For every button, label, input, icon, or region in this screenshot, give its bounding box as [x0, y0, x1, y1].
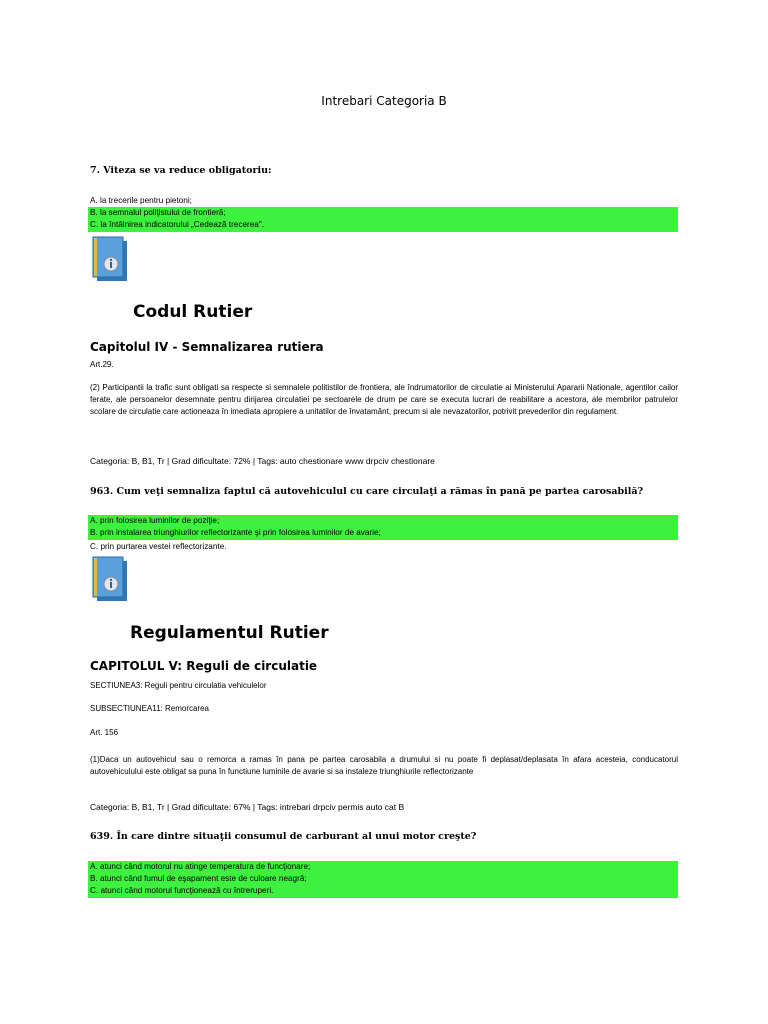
- question-639: 639. În care dintre situaţii consumul de carburant al unui motor creşte?: [90, 831, 477, 842]
- question-963: 963. Cum veţi semnaliza faptul că autovehiculul cu care circulaţi a rămas în pană pe partea carosabilă?: [90, 486, 644, 497]
- correct-answers-highlight: [88, 207, 678, 232]
- article-paragraph: (1)Daca un autovehicul sau o remorca a ramas în pana pe partea carosabila a drumului si nu poate fi deplasat/deplasata în afara acesteia, conducatorul autovehiculului este obligat sa puna în functiune luminile de avarie si sa instaleze triunghiurile reflectorizante: [90, 755, 678, 776]
- answer-a: A. la trecerile pentru pietoni;: [90, 196, 192, 205]
- question-meta: Categoria: B, B1, Tr | Grad dificultate: 72% | Tags: auto chestionare www drpciv chestionare: [90, 456, 435, 466]
- answer-c: C. atunci când motorul funcţionează cu întreruperi.: [90, 886, 274, 895]
- subsectiunea: SUBSECTIUNEA11: Remorcarea: [90, 704, 209, 713]
- correct-answers-highlight: [88, 861, 678, 898]
- answer-c: C. prin purtarea vestei reflectorizante.: [90, 542, 227, 551]
- answer-a: A. atunci când motorul nu atinge temperatura de funcţionare;: [90, 862, 311, 871]
- info-book-icon[interactable]: [91, 556, 129, 602]
- answer-b: B. la semnalul poliţistului de frontieră;: [90, 208, 226, 217]
- answer-a: A. prin folosirea luminilor de poziţie;: [90, 516, 220, 525]
- chapter-title: CAPITOLUL V: Reguli de circulatie: [90, 659, 318, 673]
- section-heading: Codul Rutier: [133, 302, 253, 322]
- correct-answers-highlight: [88, 515, 678, 540]
- section-heading: Regulamentul Rutier: [130, 623, 329, 643]
- answer-b: B. prin instalarea triunghiurilor reflectorizante şi prin folosirea luminilor de avarie;: [90, 528, 381, 537]
- answer-c: C. la întâlnirea indicatorului „Cedează trecerea".: [90, 220, 265, 229]
- answer-b: B. atunci când fumul de eşapament este de culoare neagră;: [90, 874, 307, 883]
- article-number: Art.29.: [90, 360, 114, 369]
- article-paragraph: (2) Participantii la trafic sunt obligati sa respecte si semnalele politistilor de frontiera, ale îndrumatorilor de circulatie ai Ministerului Apararii Nationale, agentilor cailor ferate, ale persoanelor desemnate pentru dirijarea circulatiei pe sectoarele de drum pe care se executa lucrari de reabilitare a acestora, ale membrilor patrulelor scolare de circulatie care actioneaza în imediata apropiere a unitatilor de învatamânt, precum si ale nevazatorilor, potrivit prevederilor din regulament.: [90, 383, 678, 416]
- document-title: Intrebari Categoria B: [321, 94, 447, 108]
- question-meta: Categoria: B, B1, Tr | Grad dificultate: 67% | Tags: intrebari drpciv permis auto cat B: [90, 802, 405, 812]
- chapter-title: Capitolul IV - Semnalizarea rutiera: [90, 340, 324, 354]
- info-book-icon[interactable]: [91, 236, 129, 282]
- article-number: Art. 156: [90, 728, 119, 737]
- sectiunea: SECTIUNEA3: Reguli pentru circulatia vehiculelor: [90, 681, 267, 690]
- question-7: 7. Viteza se va reduce obligatoriu:: [90, 165, 272, 176]
